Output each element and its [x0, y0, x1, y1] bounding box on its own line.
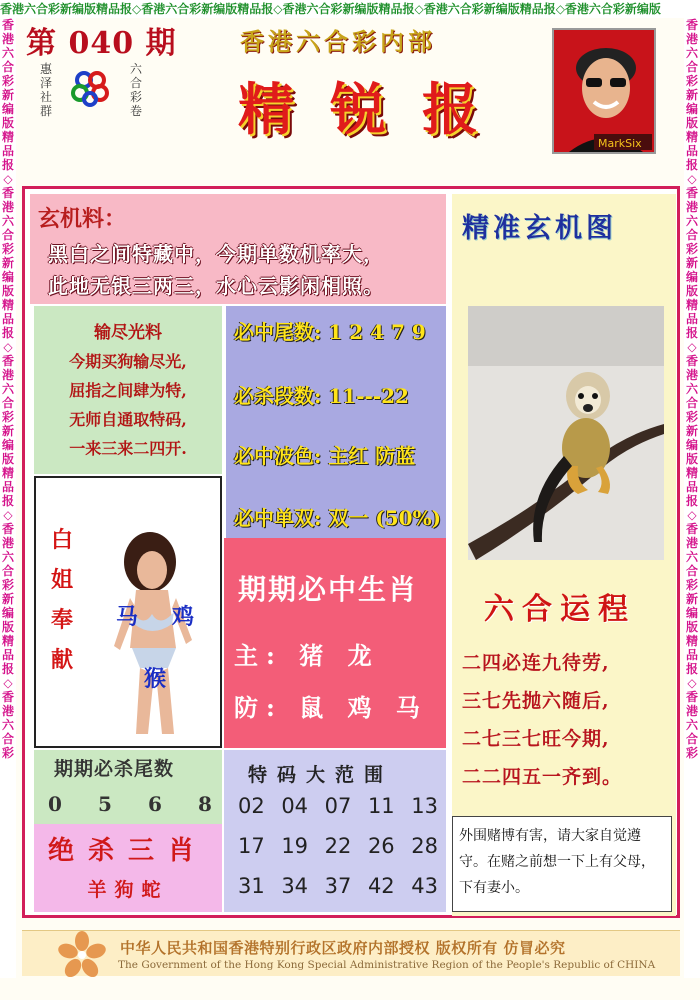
- zodiac-rooster: 鸡: [172, 604, 195, 630]
- club-right-text: 六合彩卷: [130, 62, 143, 118]
- left-banner: 香港六合彩新编版精品报◇香港六合彩新编版精品报◇香港六合彩新编版精品报◇香港六合彩新编版精品报◇香港六合彩: [0, 18, 16, 978]
- range-row: [238, 874, 438, 914]
- marksix-badge: MarkSix: [598, 137, 642, 150]
- lose-all-panel: [34, 306, 222, 474]
- range-number: 26: [367, 834, 395, 858]
- pick-kill-range: 必杀段数: 11---22: [234, 384, 409, 408]
- zodiac-panel: [224, 538, 446, 748]
- top-banner: 香港六合彩新编版精品报◇香港六合彩新编版精品报◇香港六合彩新编版精品报◇香港六合彩新编版精品报◇香港六合彩新编版: [0, 0, 700, 18]
- zodiac-guard: 防: 鼠 鸡 马: [234, 693, 428, 722]
- kill-three-title: 绝杀三肖: [47, 836, 208, 866]
- fortune-title: 六合运程: [484, 592, 636, 627]
- range-number: 34: [281, 874, 309, 898]
- kill-tail-number: 0: [48, 792, 62, 816]
- kill-three-panel: [34, 824, 222, 912]
- club-left-text: 惠泽社群: [40, 62, 53, 118]
- model-illustration: [96, 528, 214, 740]
- fortune-line: 二二四五一齐到。: [462, 766, 623, 788]
- right-banner: 香港六合彩新编版精品报◇香港六合彩新编版精品报◇香港六合彩新编版精品报◇香港六合彩新编版精品报◇香港六合彩: [684, 18, 700, 978]
- range-number: 02: [238, 794, 265, 818]
- footer-english: The Government of the Hong Kong Special Administrative Region of the People's Republic of CHINA: [118, 959, 656, 971]
- riddle-line-1: 黑白之间特藏中，今期单数机率大，: [48, 242, 384, 266]
- zodiac-monkey: 猴: [144, 666, 167, 692]
- range-number: 22: [324, 834, 352, 858]
- riddle-panel: [30, 194, 446, 304]
- fortune-line: 二七三七旺今期,: [462, 728, 610, 750]
- page-title: 精锐报: [238, 77, 514, 143]
- mystery-chart-title: 精准玄机图: [462, 213, 617, 244]
- footer: [22, 930, 680, 976]
- kill-tail-panel: [34, 750, 222, 824]
- kill-tail-number: 5: [98, 792, 112, 816]
- range-number: 11: [367, 794, 395, 818]
- white-sister-vertical-text: 白 姐 奉 献: [50, 527, 73, 673]
- picks-panel: [226, 306, 446, 538]
- range-number: 07: [324, 794, 352, 818]
- riddle-line-2: 此地无银三两三，水心云影闲相照。: [48, 274, 384, 298]
- lose-all-line: 屈指之间肆为特,: [69, 381, 187, 400]
- range-number: 31: [238, 874, 265, 898]
- bauhinia-icon: [58, 931, 106, 977]
- range-row: [238, 794, 438, 834]
- range-number: 19: [281, 834, 309, 858]
- lose-all-line: 一来三来二四开.: [69, 439, 187, 458]
- footer-chinese: 中华人民共和国香港特别行政区政府内部授权 版权所有 仿冒必究: [120, 939, 566, 957]
- range-number: 37: [324, 874, 352, 898]
- lose-all-line: 无师自通取特码,: [69, 410, 187, 429]
- zodiac-main: 主: 猪 龙: [234, 641, 380, 670]
- kill-tail-number: 8: [198, 792, 212, 816]
- lose-all-line: 今期买狗输尽光,: [69, 352, 187, 371]
- zodiac-horse: 马: [116, 604, 139, 630]
- number-range-title: 特码大范围: [248, 764, 394, 786]
- range-number: 17: [238, 834, 265, 858]
- kill-three-signs: 羊狗蛇: [87, 879, 169, 901]
- rings-logo-icon: [70, 68, 110, 108]
- range-number: 04: [281, 794, 309, 818]
- range-number: 28: [411, 834, 438, 858]
- number-range-grid: [238, 794, 438, 914]
- issue-number: 第 040 期: [26, 26, 177, 61]
- pick-odd-even: 必中单双: 双一 (50%): [234, 506, 442, 530]
- page-subtitle: 香港六合彩内部: [240, 27, 436, 56]
- kill-tail-number: 6: [148, 792, 162, 816]
- range-number: 43: [411, 874, 438, 898]
- range-row: [238, 834, 438, 874]
- pick-tail-numbers: 必中尾数: 1 2 4 7 9: [234, 320, 426, 344]
- kill-tail-title: 期期必杀尾数: [54, 758, 175, 780]
- club-logo: [40, 62, 148, 122]
- fortune-line: 三七先抛六随后,: [462, 690, 610, 712]
- range-number: 13: [411, 794, 438, 818]
- white-sister-panel: [34, 476, 222, 748]
- fortune-line: 二四必连九待劳,: [462, 652, 610, 674]
- monkey-photo: [468, 306, 664, 560]
- gambling-warning: 外围赌博有害，请大家自觉遵守。在赌之前想一下上有父母，下有妻小。: [452, 816, 672, 912]
- number-range-panel: [224, 750, 446, 912]
- portrait-photo: [552, 28, 656, 154]
- zodiac-title: 期期必中生肖: [238, 573, 419, 606]
- lose-all-title: 输尽光料: [94, 323, 162, 343]
- riddle-heading: 玄机料：: [38, 206, 127, 232]
- range-number: 42: [367, 874, 395, 898]
- pick-wave-color: 必中波色: 主红 防蓝: [234, 444, 416, 468]
